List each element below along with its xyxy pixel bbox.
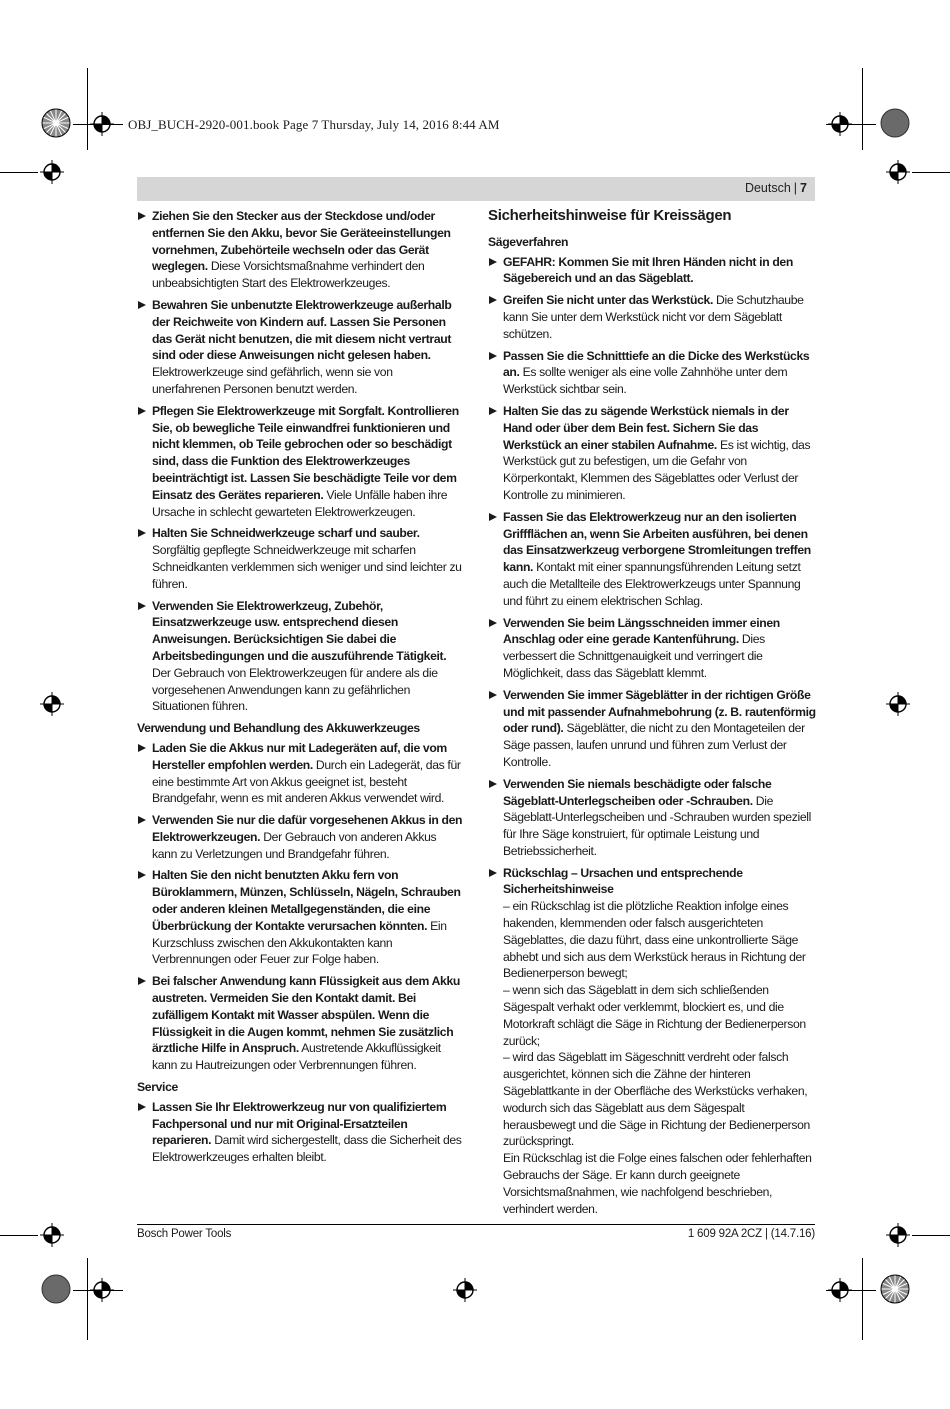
item-bold-text: Greifen Sie nicht unter das Werkstück.	[503, 293, 713, 308]
bullet-triangle-icon	[489, 869, 497, 877]
section-heading-battery: Verwendung und Behandlung des Akkuwerkzeuges	[137, 721, 420, 736]
bullet-triangle-icon	[489, 619, 497, 627]
item-bold-text: Fassen Sie das Elektrowerkzeug nur an den isolierten Griffflächen an, wenn Sie Arbeiten ausführen, bei denen das Einsatzwerkzeug verborgene Stromleitungen treffen kann.	[503, 509, 811, 575]
item-text: Es sollte weniger als eine volle Zahnhöhe unter dem Werkstück sichtbar sein.	[503, 365, 788, 397]
footer-doc-number: 1 609 92A 2CZ | (14.7.16)	[687, 1228, 815, 1240]
registration-mark-icon	[828, 112, 852, 136]
item-bold-text: Verwenden Sie Elektrowerkzeug, Zubehör, Einsatzwerkzeuge usw. entsprechend diesen Anweisungen. Berücksichtigen Sie dabei die Arbeitsbedingungen und die auszuführende Tätigkeit.	[152, 598, 447, 663]
registration-mark-icon	[40, 160, 64, 184]
bullet-triangle-icon	[138, 212, 146, 220]
list-item	[137, 1099, 463, 1166]
kickback-paragraph: Ein Rückschlag ist die Folge eines falschen oder fehlerhaften Gebrauchs der Säge. Er kann durch geeignete Vorsichtsmaßnahmen, wie nachfolgend beschrieben, verhindert werden.	[503, 1151, 812, 1216]
item-text: Ein Kurzschluss zwischen den Akkukontakten kann Verbrennungen oder Feuer zur Folge haben.	[152, 918, 447, 967]
item-bold-text: Pflegen Sie Elektrowerkzeuge mit Sorgfalt. Kontrollieren Sie, ob bewegliche Teile einwandfrei funktionieren und nicht klemmen, ob Teile gebrochen oder so beschädigt sind, dass die Funktion des Elektrowerkzeuges beeinträchtigt ist. Lassen Sie beschädigte Teile vor dem Einsatz des Gerätes reparieren.	[152, 403, 459, 502]
item-text: Diese Vorsichtsmaßnahme verhindert den unbeabsichtigten Start des Elektrowerkzeuges.	[152, 259, 425, 291]
star-target-icon	[880, 1274, 910, 1304]
header-separator: |	[793, 181, 798, 195]
item-bold-text: Verwenden Sie niemals beschädigte oder falsche Sägeblatt-Unterlegscheiben oder -Schrauben.	[503, 776, 772, 808]
bullet-triangle-icon	[138, 744, 146, 752]
item-text: Der Gebrauch von anderen Akkus kann zu Verletzungen und Brandgefahr führen.	[152, 829, 437, 861]
item-bold-text: Verwenden Sie nur die dafür vorgesehenen Akkus in den Elektrowerkzeugen.	[152, 813, 463, 844]
item-bold-text: Verwenden Sie immer Sägeblätter in der richtigen Größe und mit passender Aufnahmebohrung (z. B. rautenförmig oder rund).	[503, 687, 816, 736]
registration-mark-icon	[40, 1223, 64, 1247]
item-bold-text: Laden Sie die Akkus nur mit Ladegeräten auf, die vom Hersteller empfohlen werden.	[152, 740, 447, 772]
registration-mark-icon	[886, 692, 910, 716]
list-item	[488, 348, 816, 398]
item-text: Kontakt mit einer spannungsführenden Leitung setzt auch die Metallteile des Elektrowerkzeugs unter Spannung und führt zu einem elektrischen Schlag.	[503, 560, 801, 608]
item-text: Damit wird sichergestellt, dass die Sicherheit des Elektrowerkzeuges erhalten bleibt.	[152, 1133, 462, 1165]
item-bold-text: Rückschlag – Ursachen und entsprechende Sicherheitshinweise	[503, 865, 743, 897]
header-language: Deutsch	[744, 181, 791, 195]
item-bold-text: Halten Sie den nicht benutzten Akku fern von Büroklammern, Münzen, Schlüsseln, Nägeln, Schrauben oder anderen kleinen Metallgegenständen, die eine Überbrückung der Kontakte verursachen könnten.	[152, 868, 461, 933]
list-item	[137, 867, 463, 968]
bullet-triangle-icon	[138, 977, 146, 985]
item-bold-text: Halten Sie das zu sägende Werkstück niemals in der Hand oder über dem Bein fest. Sichern Sie das Werkstück an einer stabilen Aufnahme.	[503, 403, 789, 452]
bullet-triangle-icon	[138, 602, 146, 610]
item-bold-text: Verwenden Sie beim Längsschneiden immer einen Anschlag oder eine gerade Kantenführung.	[503, 615, 780, 647]
kickback-paragraph: – wird das Sägeblatt im Sägeschnitt verdreht oder falsch ausgerichtet, können sich die Zähne der hinteren Sägeblattkante in der Oberfläche des Werkstücks verhaken, wodurch sich das Sägeblatt aus dem Sägespalt herausbewegt und die Säge in Richtung der Bedienerperson zurückspringt.	[503, 1050, 810, 1149]
bullet-triangle-icon	[138, 871, 146, 879]
bullet-triangle-icon	[138, 301, 146, 309]
star-target-icon	[41, 108, 71, 138]
item-bold-text: Ziehen Sie den Stecker aus der Steckdose und/oder entfernen Sie den Akku, bevor Sie Geräteeinstellungen vornehmen, Zubehörteile wechseln oder das Gerät weglegen.	[152, 209, 451, 274]
bullet-triangle-icon	[489, 296, 497, 304]
list-item	[488, 403, 816, 504]
item-bold-text: Halten Sie Schneidwerkzeuge scharf und sauber.	[152, 526, 420, 541]
item-text: Austretende Akkuflüssigkeit kann zu Hautreizungen oder Verbrennungen führen.	[152, 1041, 441, 1073]
item-bold-text: GEFAHR: Kommen Sie mit Ihren Händen nicht in den Sägebereich und an das Sägeblatt.	[503, 254, 793, 286]
item-text: Die Sägeblatt-Unterlegscheiben und -Schrauben wurden speziell für Ihre Säge konstruiert, für optimale Leistung und Betriebssicherheit.	[503, 793, 811, 858]
item-text: Viele Unfälle haben ihre Ursache in schlecht gewarteten Elektrowerkzeugen.	[152, 487, 448, 519]
footer-rule	[137, 1224, 815, 1225]
bullet-triangle-icon	[138, 1103, 146, 1111]
list-item	[137, 598, 463, 716]
page-number: 7	[800, 181, 807, 195]
left-column	[137, 208, 463, 1171]
registration-mark-icon	[453, 1278, 477, 1302]
list-item	[137, 812, 463, 862]
list-item	[488, 292, 816, 342]
registration-mark-icon	[886, 1223, 910, 1247]
section-title: Sicherheitshinweise für Kreissägen	[488, 207, 732, 224]
registration-mark-icon	[90, 1278, 114, 1302]
bullet-triangle-icon	[489, 513, 497, 521]
list-item	[488, 509, 816, 610]
list-item	[137, 297, 463, 398]
bullet-triangle-icon	[138, 407, 146, 415]
item-bold-text: Bei falscher Anwendung kann Flüssigkeit aus dem Akku austreten. Vermeiden Sie den Kontakt damit. Bei zufälligem Kontakt mit Wasser abspülen. Wenn die Flüssigkeit in die Augen kommt, nehmen Sie zusätzlich ärztliche Hilfe in Anspruch.	[152, 974, 461, 1056]
item-text: Dies verbessert die Schnittgenauigkeit und verringert die Möglichkeit, dass das Sägeblatt klemmt.	[503, 632, 765, 680]
book-slug-line: OBJ_BUCH-2920-001.book Page 7 Thursday, July 14, 2016 8:44 AM	[128, 117, 500, 132]
item-text: Elektrowerkzeuge sind gefährlich, wenn sie von unerfahrenen Personen benutzt werden.	[152, 365, 393, 396]
item-text: Sorgfältig gepflegte Schneidwerkzeuge mit scharfen Schneidkanten verklemmen sich weniger und sind leichter zu führen.	[152, 543, 462, 591]
footer-publisher: Bosch Power Tools	[137, 1228, 232, 1240]
section-heading-service: Service	[137, 1080, 178, 1095]
bullet-triangle-icon	[138, 529, 146, 537]
kickback-paragraph: – wenn sich das Sägeblatt in dem sich schließenden Sägespalt verhakt oder verklemmt, blockiert es, und die Motorkraft schlägt die Säge in Richtung der Bedienerperson zurück;	[503, 983, 806, 1048]
bullet-triangle-icon	[489, 407, 497, 415]
registration-mark-icon	[828, 1278, 852, 1302]
bullet-triangle-icon	[138, 816, 146, 824]
registration-mark-icon	[40, 692, 64, 716]
color-wheel-icon	[880, 108, 910, 138]
list-item	[137, 525, 463, 592]
bullet-triangle-icon	[489, 258, 497, 266]
bullet-triangle-icon	[489, 352, 497, 360]
color-wheel-icon	[41, 1274, 71, 1304]
list-item	[488, 687, 816, 771]
list-item	[488, 254, 816, 288]
registration-mark-icon	[90, 112, 114, 136]
item-text: Durch ein Ladegerät, das für eine bestimmte Art von Akkus geeignet ist, besteht Brandgefahr, wenn es mit anderen Akkus verwendet wird.	[152, 757, 461, 806]
item-text: Die Schutzhaube kann Sie unter dem Werkstück nicht vor dem Sägeblatt schützen.	[503, 293, 804, 341]
header-text	[745, 181, 807, 195]
list-item	[137, 208, 463, 292]
list-item	[137, 973, 463, 1074]
right-column	[488, 208, 816, 1222]
list-item-kickback	[488, 865, 816, 1218]
item-text: Sägeblätter, die nicht zu den Montageteilen der Säge passen, laufen unrund und führen zum Verlust der Kontrolle.	[503, 721, 805, 769]
item-text: Es ist wichtig, das Werkstück gut zu befestigen, um die Gefahr von Körperkontakt, Klemmen des Sägeblattes oder Verlust der Kontrolle zu minimieren.	[503, 437, 811, 502]
bullet-triangle-icon	[489, 780, 497, 788]
page-header	[137, 177, 815, 201]
registration-mark-icon	[886, 160, 910, 184]
list-item	[137, 740, 463, 807]
section-heading-saw: Sägeverfahren	[488, 234, 569, 249]
list-item	[488, 776, 816, 860]
list-item	[137, 403, 463, 521]
item-text: Der Gebrauch von Elektrowerkzeugen für andere als die vorgesehenen Anwendungen kann zu gefährlichen Situationen führen.	[152, 665, 438, 714]
bullet-triangle-icon	[489, 691, 497, 699]
item-bold-text: Lassen Sie Ihr Elektrowerkzeug nur von qualifiziertem Fachpersonal und nur mit Original-Ersatzteilen reparieren.	[152, 1099, 447, 1148]
item-bold-text: Bewahren Sie unbenutzte Elektrowerkzeuge außerhalb der Reichweite von Kindern auf. Lassen Sie Personen das Gerät nicht benutzen, die mit diesem nicht vertraut sind oder diese Anweisungen nicht gelesen haben.	[152, 297, 452, 363]
kickback-paragraph: – ein Rückschlag ist die plötzliche Reaktion infolge eines hakenden, klemmenden oder falsch ausgerichteten Sägeblattes, die dazu führt, dass eine unkontrollierte Säge abhebt und sich aus dem Werkstück heraus in Richtung der Bedienerperson bewegt;	[503, 899, 806, 981]
item-bold-text: Passen Sie die Schnitttiefe an die Dicke des Werkstücks an.	[503, 348, 810, 380]
list-item	[488, 615, 816, 682]
